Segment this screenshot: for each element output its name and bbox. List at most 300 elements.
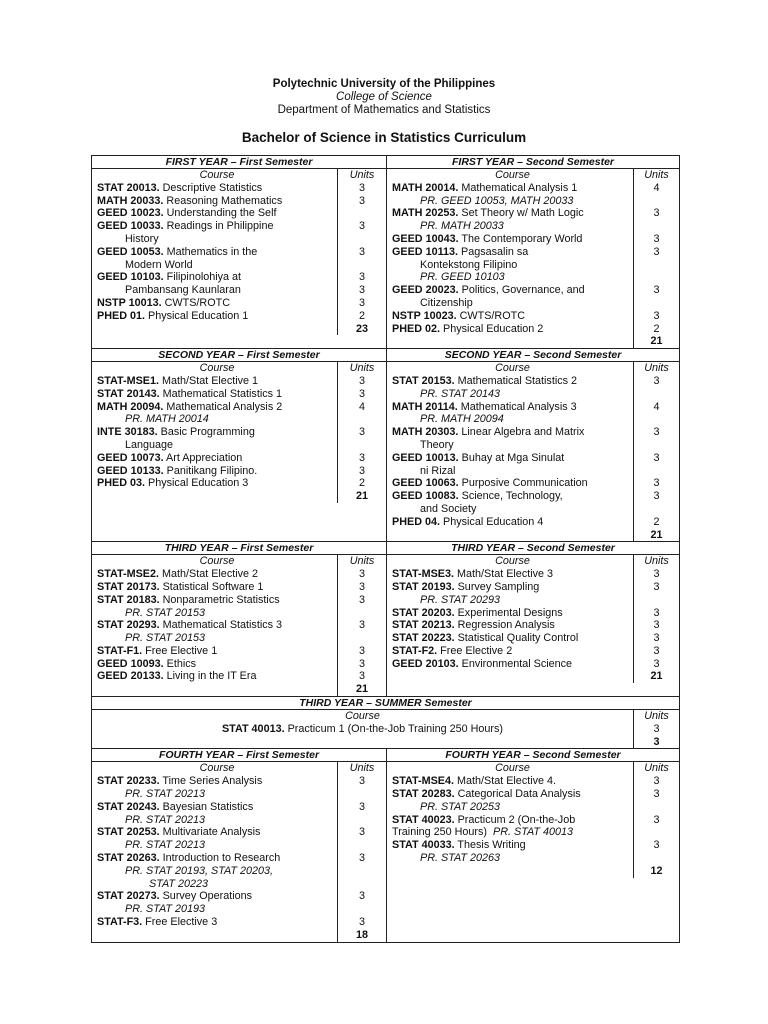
course-title: Bayesian Statistics: [159, 800, 254, 813]
year1-header-row: [92, 156, 680, 169]
semester-cell: [92, 555, 387, 697]
units-column-header: Units: [349, 169, 375, 181]
course-continuation: [97, 323, 337, 336]
course-units: 3: [653, 606, 660, 619]
course-units: [634, 826, 679, 839]
course-title: CWTS/ROTC: [456, 309, 525, 322]
course-entry: [97, 775, 337, 788]
units-column-header: Units: [644, 710, 669, 723]
course-column-header: Course: [495, 362, 530, 375]
course-title: Buhay at Mga Sinulat: [458, 451, 565, 464]
course-title: Introduction to Research: [159, 852, 281, 865]
course-units: 3: [358, 657, 365, 670]
course-code: GEED 10043.: [392, 232, 459, 245]
course-code: GEED 10073.: [97, 451, 164, 464]
course-units: 3: [358, 426, 365, 439]
course-units: 3: [653, 451, 660, 464]
course-units: [338, 814, 386, 827]
course-title: Set Theory w/ Math Logic: [458, 207, 584, 220]
course-units: 3: [653, 839, 660, 852]
course-entry: [97, 207, 337, 220]
course-units: 3: [358, 826, 365, 839]
course-entry: [392, 375, 633, 388]
course-units: [338, 259, 386, 272]
course-code: GEED 10013.: [392, 451, 459, 464]
course-entry: [97, 426, 337, 439]
course-entry: [97, 297, 337, 310]
semester-cell: [387, 169, 680, 349]
units-total: 18: [355, 928, 368, 941]
course-code: NSTP 10013.: [97, 296, 162, 309]
course-code: STAT-F2.: [392, 644, 438, 657]
semester-head: FIRST YEAR – First Semester: [92, 156, 387, 169]
course-column-header: Course: [199, 362, 235, 375]
course-title: Reasoning Mathematics: [163, 194, 283, 207]
course-code: STAT 40033.: [392, 839, 455, 852]
course-code: GEED 10133.: [97, 464, 164, 477]
course-units: 3: [653, 657, 660, 670]
course-title: Filipinolohiya at: [163, 271, 242, 284]
course-units: 3: [358, 194, 365, 207]
course-units: 3: [358, 374, 365, 387]
course-units: 3: [358, 852, 365, 865]
course-units: 2: [653, 515, 660, 528]
course-continuation: and Society: [420, 502, 477, 515]
course-units: 3: [358, 284, 365, 297]
course-units: 3: [653, 374, 660, 387]
course-column-header: Course: [199, 762, 235, 775]
prerequisite: PR. STAT 20193: [125, 903, 206, 916]
course-entry: [97, 581, 337, 594]
course-entry: [97, 477, 337, 490]
course-entry: [392, 658, 633, 671]
course-units: 3: [653, 722, 660, 735]
semester-head: FOURTH YEAR – First Semester: [92, 749, 387, 762]
course-title: Understanding the Self: [163, 207, 277, 220]
course-continuation: ni Rizal: [420, 464, 456, 477]
prerequisite: PR. MATH 20014: [125, 413, 209, 426]
course-units: [634, 801, 679, 814]
course-title: Mathematical Statistics 3: [159, 619, 283, 632]
course-code: STAT 20013.: [97, 181, 160, 194]
course-units: 2: [653, 322, 660, 335]
units-column-header: Units: [644, 362, 669, 375]
year4-body-row: [92, 762, 680, 942]
course-title: Mathematical Statistics 1: [159, 387, 283, 400]
course-code: STAT 20183.: [97, 593, 160, 606]
course-code: STAT 20173.: [97, 580, 160, 593]
course-entry: [392, 607, 633, 620]
prerequisite: PR. STAT 20213: [125, 813, 206, 826]
course-units: [338, 439, 386, 452]
course-code: GEED 20103.: [392, 657, 459, 670]
course-entry: [97, 220, 337, 233]
semester-head: THIRD YEAR – Second Semester: [387, 542, 680, 555]
course-entry: [97, 670, 337, 683]
course-title: Physical Education 2: [440, 322, 544, 335]
course-title: Mathematical Analysis 3: [457, 400, 577, 413]
course-title: Panitikang Filipino.: [163, 464, 258, 477]
course-units: 3: [653, 232, 660, 245]
course-units: [634, 852, 679, 865]
semester-head: THIRD YEAR – SUMMER Semester: [92, 697, 680, 710]
course-continuation: [97, 683, 337, 696]
course-entry: [392, 839, 633, 852]
course-title: Survey Sampling: [454, 580, 540, 593]
course-units: [634, 503, 679, 516]
prerequisite: PR. STAT 20153: [125, 606, 206, 619]
course-continuation: Theory: [420, 438, 454, 451]
course-units: 3: [358, 916, 365, 929]
course-entry: [97, 452, 337, 465]
course-title: Ethics: [163, 657, 197, 670]
course-units: 3: [653, 775, 660, 788]
units-column-header: Units: [349, 762, 375, 775]
units-column-header: Units: [644, 555, 669, 568]
course-code: STAT-MSE4.: [392, 775, 454, 788]
course-column-header: Course: [495, 762, 530, 775]
course-units: 3: [653, 309, 660, 322]
course-title: Practicum 2 (On-the-Job: [454, 813, 576, 826]
course-units: 3: [358, 245, 365, 258]
course-entry: [97, 375, 337, 388]
prerequisite: PR. STAT 20143: [420, 387, 501, 400]
course-entry: [97, 388, 337, 401]
course-code: MATH 20014.: [392, 181, 459, 194]
course-units: 2: [358, 309, 365, 322]
units-column-header: Units: [349, 362, 375, 375]
course-units: [338, 839, 386, 852]
course-units: 3: [653, 490, 660, 503]
course-units: 3: [653, 788, 660, 801]
course-title: Math/Stat Elective 1: [159, 374, 259, 387]
semester-cell: [387, 362, 680, 542]
course-title: Mathematical Statistics 2: [454, 374, 578, 387]
course-units: 3: [358, 296, 365, 309]
course-units: 3: [653, 644, 660, 657]
course-continuation: Kontekstong Filipino: [420, 258, 518, 271]
semester-cell: [387, 762, 680, 942]
units-total: 21: [650, 528, 663, 541]
course-code: NSTP 10023.: [392, 309, 457, 322]
course-units: [338, 413, 386, 426]
semester-head: FOURTH YEAR – Second Semester: [387, 749, 680, 762]
course-entry: [392, 516, 633, 529]
semester-head: SECOND YEAR – First Semester: [92, 349, 387, 362]
college-name: College of Science: [336, 91, 432, 103]
course-code: STAT 20203.: [392, 606, 455, 619]
course-units: 3: [358, 568, 365, 581]
course-code: STAT 20253.: [97, 826, 160, 839]
course-code: GEED 20023.: [392, 284, 459, 297]
course-entry: [392, 788, 633, 801]
prerequisite: PR. STAT 20153: [125, 632, 206, 645]
course-continuation: Citizenship: [420, 296, 473, 309]
course-code: STAT 20213.: [392, 619, 455, 632]
university-name: Polytechnic University of the Philippines: [272, 78, 496, 90]
course-title: Survey Operations: [159, 890, 253, 903]
units-total: 21: [650, 670, 663, 683]
course-code: STAT 40023.: [392, 813, 455, 826]
year3-header-row: [92, 542, 680, 555]
course-continuation: [392, 335, 633, 348]
course-entry: [392, 323, 633, 336]
year2-header-row: [92, 349, 680, 362]
course-units: 3: [653, 568, 660, 581]
course-title: Purposive Communication: [458, 477, 588, 490]
course-entry: [97, 852, 337, 865]
course-entry: [97, 801, 337, 814]
course-title: Mathematical Analysis 2: [163, 400, 283, 413]
course-entry: [392, 568, 633, 581]
course-units: [338, 788, 386, 801]
semester-head: FIRST YEAR – Second Semester: [387, 156, 680, 169]
course-continuation: [97, 490, 337, 503]
course-code: PHED 02.: [392, 322, 441, 335]
semester-head: THIRD YEAR – First Semester: [92, 542, 387, 555]
course-units: 3: [358, 619, 365, 632]
course-title: Physical Education 1: [145, 309, 249, 322]
course-code: STAT-MSE1.: [97, 374, 159, 387]
course-entry: [392, 310, 633, 323]
course-entry: [97, 271, 337, 284]
course-code: GEED 10033.: [97, 220, 164, 233]
course-units: 3: [358, 800, 365, 813]
course-entry: [392, 619, 633, 632]
course-column-header: Course: [345, 710, 380, 723]
course-title: Practicum 1 (On-the-Job Training 250 Hours): [284, 722, 504, 735]
course-continuation: [97, 929, 337, 942]
course-code: GEED 10113.: [392, 245, 459, 258]
units-total: 3: [653, 735, 660, 748]
course-code: STAT 20293.: [97, 619, 160, 632]
course-units: 3: [653, 284, 660, 297]
course-title: Basic Programming: [157, 426, 255, 439]
prerequisite: PR. MATH 20033: [420, 220, 504, 233]
course-entry: [392, 452, 633, 465]
course-title: Physical Education 3: [145, 477, 249, 490]
course-title: Science, Technology,: [458, 490, 563, 503]
course-title: Math/Stat Elective 4.: [454, 775, 557, 788]
curriculum-table: [91, 155, 680, 943]
course-entry: [392, 182, 633, 195]
course-units: [338, 865, 386, 878]
course-code: STAT 20233.: [97, 775, 160, 788]
course-units: 3: [358, 387, 365, 400]
course-title: Nonparametric Statistics: [159, 593, 280, 606]
course-title: Regression Analysis: [454, 619, 555, 632]
course-code: GEED 20133.: [97, 670, 164, 683]
course-code: GEED 10103.: [97, 271, 164, 284]
course-units: 3: [358, 890, 365, 903]
course-units: 3: [653, 813, 660, 826]
units-total: 23: [355, 322, 368, 335]
course-units: 3: [653, 619, 660, 632]
course-code: STAT 20263.: [97, 852, 160, 865]
course-units: [634, 439, 679, 452]
course-code: PHED 01.: [97, 309, 146, 322]
course-entry: [392, 581, 633, 594]
course-title: Math/Stat Elective 2: [159, 568, 259, 581]
course-entry: [97, 195, 337, 208]
course-units: 3: [358, 775, 365, 788]
course-title: Art Appreciation: [163, 451, 243, 464]
course-entry: [392, 401, 633, 414]
course-column-header: Course: [495, 169, 530, 181]
course-entry: [392, 233, 633, 246]
course-units: [634, 465, 679, 478]
course-code: MATH 20303.: [392, 426, 459, 439]
course-code: GEED 10083.: [392, 490, 459, 503]
summer-body-row: [92, 710, 680, 749]
year2-body-row: [92, 362, 680, 542]
course-entry: [392, 477, 633, 490]
course-column-header: Course: [199, 555, 235, 568]
course-title: Linear Algebra and Matrix: [458, 426, 585, 439]
course-code: STAT-F3.: [97, 916, 143, 929]
semester-cell: [92, 169, 387, 349]
course-title: Categorical Data Analysis: [454, 788, 581, 801]
prerequisite: PR. STAT 40013: [493, 826, 574, 839]
course-continuation: [392, 670, 633, 683]
course-code: STAT 20283.: [392, 788, 455, 801]
course-code: GEED 10093.: [97, 657, 164, 670]
course-title: Descriptive Statistics: [159, 181, 263, 194]
course-units: 3: [653, 632, 660, 645]
course-entry: [97, 826, 337, 839]
course-units: [634, 220, 679, 233]
course-entry: [97, 182, 337, 195]
semester-cell: [387, 555, 680, 697]
course-units: [634, 594, 679, 607]
prerequisite: STAT 20223: [149, 877, 209, 890]
course-title: Experimental Designs: [454, 606, 563, 619]
course-code: GEED 10023.: [97, 207, 164, 220]
course-units: 3: [358, 220, 365, 233]
course-continuation: [392, 529, 633, 542]
course-code: STAT-F1.: [97, 644, 143, 657]
course-units: 3: [358, 464, 365, 477]
semester-head: SECOND YEAR – Second Semester: [387, 349, 680, 362]
course-units: [338, 878, 386, 891]
course-units: [634, 297, 679, 310]
course-code: MATH 20094.: [97, 400, 164, 413]
course-title: Politics, Governance, and: [458, 284, 585, 297]
course-units: 3: [358, 580, 365, 593]
course-code: STAT-MSE3.: [392, 568, 454, 581]
course-units: 3: [653, 426, 660, 439]
course-entry: [97, 890, 337, 903]
semester-cell: [92, 762, 387, 942]
course-entry: [97, 401, 337, 414]
course-entry: [392, 207, 633, 220]
course-code: STAT 40013.: [221, 722, 285, 735]
course-entry: [392, 426, 633, 439]
course-title: Free Elective 1: [142, 644, 218, 657]
units-total: 21: [355, 683, 368, 696]
course-continuation: [392, 826, 633, 839]
course-entry: [97, 246, 337, 259]
summer-header-row: [92, 697, 680, 710]
course-title: Mathematics in the: [163, 245, 258, 258]
course-code: MATH 20253.: [392, 207, 459, 220]
prerequisite: PR. STAT 20193, STAT 20203,: [125, 864, 274, 877]
course-code: STAT 20143.: [97, 387, 160, 400]
units-total: 21: [355, 490, 368, 503]
course-entry: [97, 310, 337, 323]
year3-body-row: [92, 555, 680, 697]
units-column-header: Units: [644, 762, 669, 775]
course-code: PHED 04.: [392, 515, 441, 528]
course-title: Math/Stat Elective 3: [454, 568, 554, 581]
course-code: GEED 10053.: [97, 245, 164, 258]
course-entry: [392, 775, 633, 788]
department-name: Department of Mathematics and Statistics: [277, 104, 491, 116]
course-title: Pagsasalin sa: [458, 245, 529, 258]
course-units: 3: [358, 181, 365, 194]
course-entry: [392, 645, 633, 658]
course-entry: [392, 490, 633, 503]
prerequisite: PR. STAT 20213: [125, 839, 206, 852]
course-units: 3: [358, 670, 365, 683]
course-entry: [97, 619, 337, 632]
course-column-header: Course: [199, 169, 235, 181]
course-entry: [392, 284, 633, 297]
curriculum-title: Bachelor of Science in Statistics Curriculum: [241, 130, 527, 145]
course-title: Time Series Analysis: [159, 775, 263, 788]
course-units: [338, 607, 386, 620]
prerequisite: PR. GEED 10053, MATH 20033: [420, 194, 574, 207]
course-code: PHED 03.: [97, 477, 146, 490]
course-title: Readings in Philippine: [163, 220, 274, 233]
course-units: 3: [653, 477, 660, 490]
course-units: [634, 195, 679, 208]
course-entry: [97, 568, 337, 581]
course-units: [338, 207, 386, 220]
course-entry: [97, 645, 337, 658]
course-title: Thesis Writing: [454, 839, 526, 852]
course-units: 3: [358, 451, 365, 464]
summer-cell: [92, 710, 680, 749]
units-total: 21: [650, 335, 663, 348]
course-code: GEED 10063.: [392, 477, 459, 490]
course-units: [634, 259, 679, 272]
units-column-header: Units: [644, 169, 669, 181]
course-units: 3: [653, 580, 660, 593]
prerequisite: PR. STAT 20263: [420, 852, 501, 865]
course-units: [338, 903, 386, 916]
course-title: Free Elective 3: [142, 916, 218, 929]
course-title: The Contemporary World: [458, 232, 583, 245]
course-code: STAT-MSE2.: [97, 568, 159, 581]
course-entry: [392, 814, 633, 827]
course-title: Free Elective 2: [437, 644, 513, 657]
course-units: 3: [358, 271, 365, 284]
course-continuation: Pambansang Kaunlaran: [125, 284, 241, 297]
course-title: Multivariate Analysis: [159, 826, 261, 839]
year1-body-row: [92, 169, 680, 349]
course-continuation: Language: [125, 438, 174, 451]
course-title: Environmental Science: [458, 657, 573, 670]
units-total: 12: [650, 864, 663, 877]
course-title: CWTS/ROTC: [161, 296, 230, 309]
course-entry: [392, 632, 633, 645]
course-code: STAT 20243.: [97, 800, 160, 813]
course-title: Statistical Software 1: [159, 580, 264, 593]
semester-cell: [92, 362, 387, 542]
course-code: STAT 20223.: [392, 632, 455, 645]
course-units: 3: [358, 593, 365, 606]
